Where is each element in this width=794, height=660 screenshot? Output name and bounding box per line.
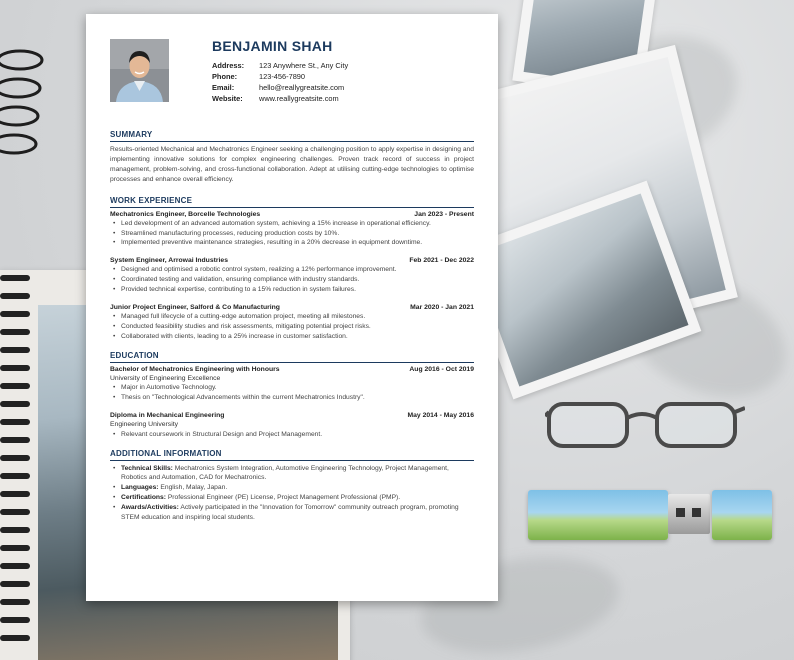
education-dates: Aug 2016 - Oct 2019 [409, 365, 474, 373]
education-bullet: • Relevant coursework in Structural Design and Project Management. [110, 430, 474, 440]
resume-header [110, 38, 474, 130]
additional-label: Languages: [121, 484, 159, 492]
job-bullet: • Conducted feasibility studies and risk assessments, mitigating potential project risks. [110, 322, 474, 332]
additional-label: Technical Skills: [121, 464, 173, 472]
school-name: University of Engineering Excellence [110, 374, 221, 382]
degree-name: Bachelor of Mechatronics Engineering with Honours [110, 365, 280, 373]
additional-label: Awards/Activities: [121, 504, 179, 512]
job-bullet: • Collaborated with clients, leading to a 25% increase in customer satisfaction. [110, 332, 474, 342]
job-bullet: • Provided technical expertise, contributing to a 15% reduction in system failures. [110, 285, 474, 295]
education-bullet: • Thesis on "Technological Advancements within the current Mechatronics Industry". [110, 393, 474, 403]
section-title: WORK EXPERIENCE [110, 196, 474, 208]
address-value: 123 Anywhere St., Any City [259, 61, 349, 70]
education-bullet: • Major in Automotive Technology. [110, 383, 474, 393]
contact-row [212, 82, 348, 93]
job-entry [110, 257, 474, 295]
school-name: Engineering University [110, 421, 179, 429]
additional-info-section [110, 449, 474, 523]
education-entry [110, 412, 474, 439]
additional-item [110, 503, 474, 523]
job-bullet: • Streamlined manufacturing processes, reducing production costs by 10%. [110, 229, 474, 239]
job-entry [110, 211, 474, 249]
job-bullet: • Designed and optimised a robotic control system, realizing a 12% performance improvement. [110, 265, 474, 275]
job-dates: Jan 2023 - Present [414, 210, 474, 218]
contact-row [212, 60, 348, 71]
usb-drive-cap [712, 490, 772, 540]
section-title: EDUCATION [110, 351, 474, 363]
education-entry [110, 366, 474, 403]
additional-text: Actively participated in the "Innovation for Tomorrow" community outreach program, promoting STEM education and inspiring local students. [121, 504, 459, 522]
job-role: Junior Project Engineer, Salford & Co Manufacturing [110, 304, 280, 312]
section-title: ADDITIONAL INFORMATION [110, 449, 474, 461]
phone-value: 123-456-7890 [259, 72, 306, 81]
resume-page [86, 14, 498, 601]
notebook-spiral [0, 275, 32, 660]
additional-item [110, 464, 474, 484]
website-value: www.reallygreatsite.com [259, 94, 339, 103]
profile-photo [110, 39, 169, 102]
additional-text: Professional Engineer (PE) License, Project Management Professional (PMP). [167, 494, 401, 502]
eyeglasses [545, 398, 745, 458]
contact-label: Phone: [212, 72, 238, 81]
additional-label: Certifications: [121, 494, 166, 502]
contact-row [212, 93, 348, 104]
usb-drive-body [528, 490, 668, 540]
job-bullet: • Coordinated testing and validation, ensuring compliance with industry standards. [110, 275, 474, 285]
contact-label: Email: [212, 83, 235, 92]
job-entry [110, 304, 474, 342]
usb-connector [668, 494, 710, 534]
job-bullet: • Managed full lifecycle of a cutting-edge automation project, meeting all milestones. [110, 312, 474, 322]
binder-rings [0, 40, 60, 180]
contact-label: Address: [212, 61, 245, 70]
education-section [110, 351, 474, 440]
job-role: System Engineer, Arrowai Industries [110, 257, 228, 265]
additional-text: Mechatronics System Integration, Automotive Engineering Technology, Project Management, Robotics and Automation, CAD for Mechatronics. [121, 464, 449, 482]
additional-item [110, 493, 474, 503]
job-dates: Mar 2020 - Jan 2021 [410, 304, 474, 312]
additional-item [110, 483, 474, 493]
job-bullet: • Implemented preventive maintenance strategies, resulting in a 20% decrease in equipment downtime. [110, 238, 474, 248]
education-dates: May 2014 - May 2016 [407, 412, 474, 420]
email-value: hello@reallygreatsite.com [259, 83, 345, 92]
job-bullet: • Led development of an advanced automation system, achieving a 15% increase in operational efficiency. [110, 219, 474, 229]
contact-label: Website: [212, 94, 243, 103]
summary-section [110, 130, 474, 185]
degree-name: Diploma in Mechanical Engineering [110, 412, 225, 420]
work-experience-section [110, 196, 474, 342]
section-title: SUMMARY [110, 130, 474, 142]
contact-block [212, 60, 348, 104]
person-portrait-icon [110, 39, 169, 102]
contact-row [212, 71, 348, 82]
summary-text: Results-oriented Mechanical and Mechatronics Engineer seeking a challenging position to apply expertise in designing and implementing innovative solutions for complex engineering challenges. Proven track record of success in project management, problem-solving, and cross-functional collaboration. Adept at utilising cutting-edge technologies to optimise processes and enhance overall efficiency. [110, 146, 474, 183]
job-role: Mechatronics Engineer, Borcelle Technologies [110, 210, 261, 218]
additional-text: English, Malay, Japan. [160, 484, 228, 492]
job-dates: Feb 2021 - Dec 2022 [409, 257, 474, 265]
candidate-name: BENJAMIN SHAH [212, 38, 333, 54]
